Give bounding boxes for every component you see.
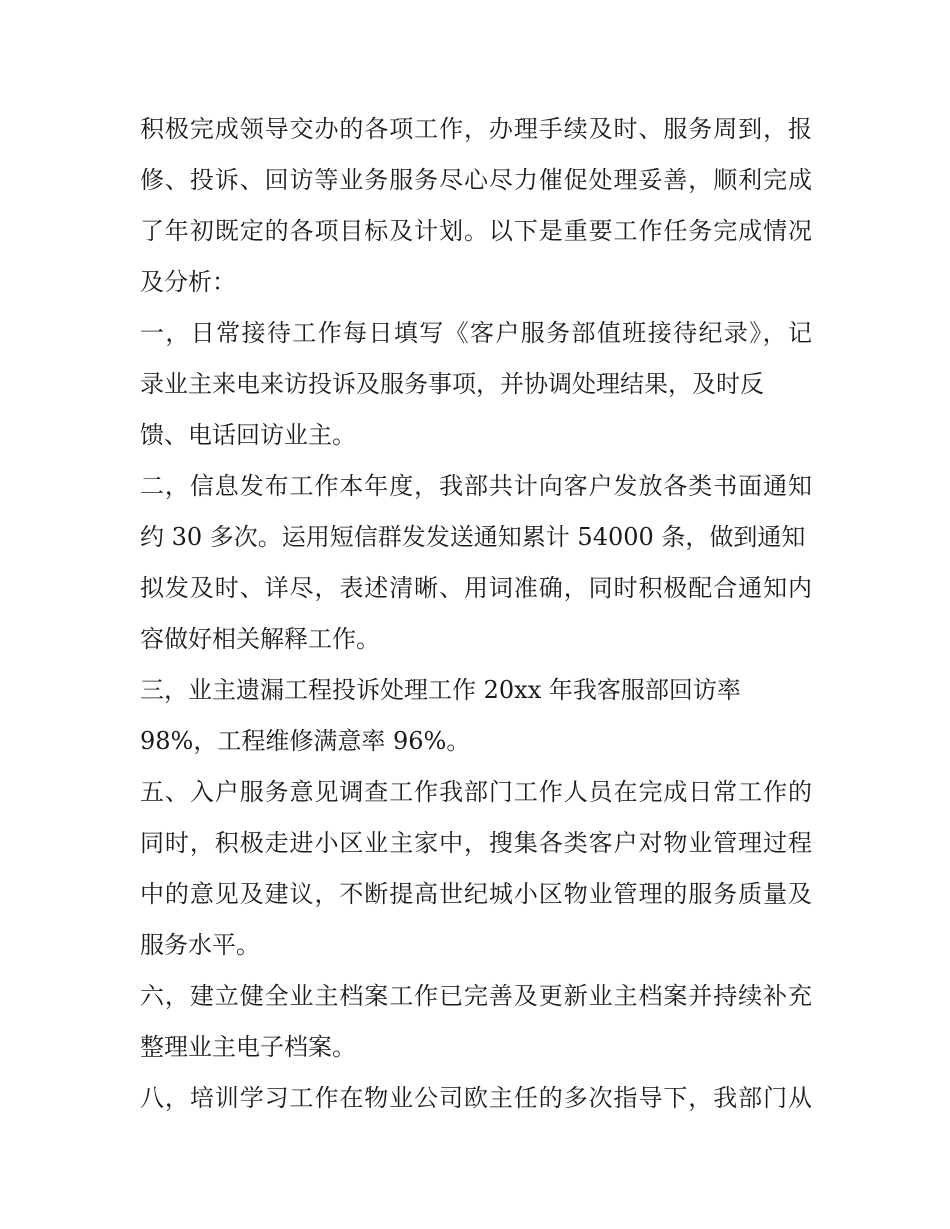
paragraph-complaints bbox=[140, 665, 812, 767]
text-line: 三，业主遗漏工程投诉处理工作 20xx 年我客服部回访率 bbox=[140, 676, 741, 704]
text-line: 约 30 多次。运用短信群发发送通知累计 54000 条，做到通知 bbox=[140, 523, 806, 551]
text-line: 拟发及时、详尽，表述清晰、用词准确，同时积极配合通知内 bbox=[140, 574, 812, 602]
paragraph-training bbox=[140, 1073, 812, 1124]
paragraph-survey bbox=[140, 767, 812, 971]
text-line: 及分析： bbox=[140, 268, 236, 296]
text-line: 同时，积极走进小区业主家中，搜集各类客户对物业管理过程 bbox=[140, 829, 812, 857]
paragraph-notices bbox=[140, 461, 812, 665]
text-line: 二，信息发布工作本年度，我部共计向客户发放各类书面通知 bbox=[140, 472, 812, 500]
text-line: 馈、电话回访业主。 bbox=[140, 421, 356, 449]
text-line: 了年初既定的各项目标及计划。以下是重要工作任务完成情况 bbox=[140, 217, 812, 245]
paragraph-archives bbox=[140, 971, 812, 1073]
text-line: 整理业主电子档案。 bbox=[140, 1033, 356, 1061]
text-line: 98%，工程维修满意率 96%。 bbox=[140, 727, 471, 755]
paragraph-intro bbox=[140, 104, 812, 308]
text-line: 积极完成领导交办的各项工作，办理手续及时、服务周到，报 bbox=[140, 115, 812, 143]
text-line: 中的意见及建议，不断提高世纪城小区物业管理的服务质量及 bbox=[140, 880, 812, 908]
paragraph-reception bbox=[140, 308, 812, 461]
text-line: 容做好相关解释工作。 bbox=[140, 625, 380, 653]
text-line: 一，日常接待工作每日填写《客户服务部值班接待纪录》，记 bbox=[140, 319, 812, 347]
text-line: 八，培训学习工作在物业公司欧主任的多次指导下，我部门从 bbox=[140, 1084, 812, 1112]
text-line: 修、投诉、回访等业务服务尽心尽力催促处理妥善，顺利完成 bbox=[140, 166, 812, 194]
document-body bbox=[140, 104, 812, 1124]
text-line: 六，建立健全业主档案工作已完善及更新业主档案并持续补充 bbox=[140, 982, 812, 1010]
text-line: 五、入户服务意见调查工作我部门工作人员在完成日常工作的 bbox=[140, 778, 812, 806]
text-line: 服务水平。 bbox=[140, 931, 260, 959]
text-line: 录业主来电来访投诉及服务事项，并协调处理结果，及时反 bbox=[140, 370, 764, 398]
